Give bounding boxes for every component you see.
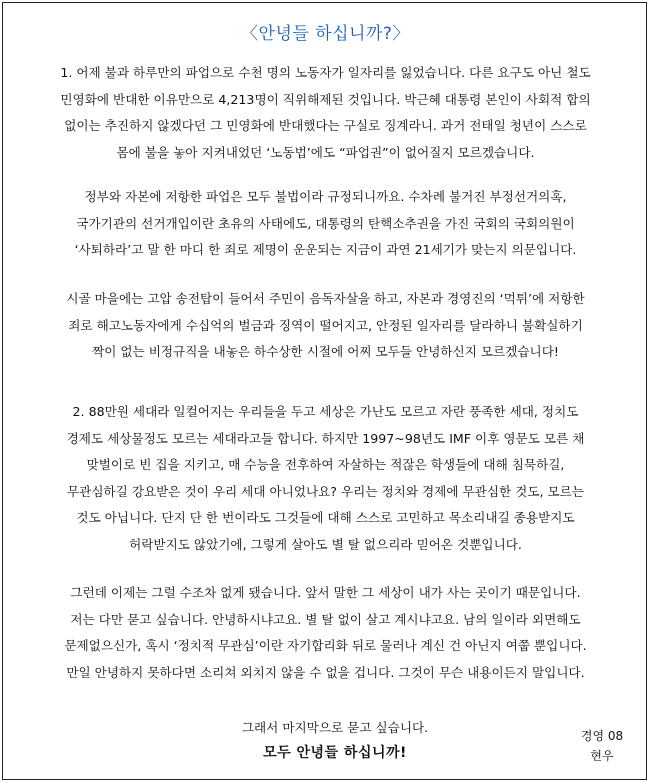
poster-title: 〈안녕들 하십니까?〉 xyxy=(241,24,410,44)
paragraph-line: 문제없으신가, 혹시 ‘정치적 무관심’이란 자기합리화 뒤로 물러나 계신 건 아닌지 여쭙 뿐입니다. xyxy=(64,638,587,653)
paragraph-2 xyxy=(14,184,637,264)
paragraph-line: 그런데 이제는 그럴 수조차 없게 됐습니다. 앞서 말한 그 세상이 내가 사는 곳이기 때문입니다. xyxy=(70,585,581,600)
paragraph-line: ‘사퇴하라’고 말 한 마디 한 죄로 제명이 운운되는 지금이 과연 21세기가 맞는지 의문입니다. xyxy=(74,242,577,257)
paragraph-line: 2. 88만원 세대라 일컬어지는 우리들을 두고 세상은 가난도 모르고 자란 풍족한 세대, 정치도 xyxy=(72,404,579,419)
paragraph-line: 몸에 불을 놓아 지켜내었던 ‘노동법’에도 “파업권”이 없어질지 모르겠습니다. xyxy=(116,144,535,160)
signature-dept: 경영 08 xyxy=(580,729,624,743)
paragraph-line: 없이는 추진하지 않겠다던 그 민영화에 반대했다는 구실로 징계라니. 과거 전태일 청년이 스스로 xyxy=(64,118,587,133)
paragraph-line: 맞벌이로 빈 집을 지키고, 매 수능을 전후하여 자살하는 적잖은 학생들에 대해 침묵하길, xyxy=(86,457,565,472)
paragraph-line: 무관심하길 강요받은 것이 우리 세대 아니었나요? 우리는 정치와 경제에 무관심한 것도, 모르는 xyxy=(66,483,584,499)
paragraph-line: 짝이 없는 비정규직을 내놓은 하수상한 시절에 어찌 모두들 안녕하신지 모르겠습니다! xyxy=(92,344,559,359)
paragraph-line: 정부와 자본에 저항한 파업은 모두 불법이라 규정되니까요. 수차례 불거진 부정선거의혹, xyxy=(84,189,567,204)
paragraph-line: 만일 안녕하지 못하다면 소리쳐 외치지 않을 수 없을 겁니다. 그것이 무슨 내용이든지 말입니다. xyxy=(66,664,585,680)
signature xyxy=(566,726,638,766)
paragraph-line: 1. 어제 불과 하루만의 파업으로 수천 명의 노동자가 일자리를 잃었습니다. 다른 요구도 아닌 철도 xyxy=(60,65,591,80)
paragraph-line: 시골 마을에는 고압 송전탑이 들어서 주민이 음독자살을 하고, 자본과 경영진의 ‘먹튀’에 저항한 xyxy=(66,291,585,306)
paragraph-line: 경제도 세상물정도 모르는 세대라고들 합니다. 하지만 1997~98년도 IMF 이후 영문도 모른 채 xyxy=(66,430,585,446)
paragraph-line: 허락받지도 않았기에, 그렇게 살아도 별 탈 없으리라 믿어온 것뿐입니다. xyxy=(129,536,522,552)
paragraph-line: 국가기관의 선거개입이란 초유의 사태에도, 대통령의 탄핵소추권을 가진 국회의 국회의원이 xyxy=(76,215,575,231)
paragraph-line: 저는 다만 묻고 싶습니다. 안녕하시냐고요. 별 탈 없이 살고 계시냐고요. 남의 일이라 외면해도 xyxy=(70,611,581,627)
signature-name: 현우 xyxy=(590,749,614,763)
paragraph-line: 민영화에 반대한 이유만으로 4,213명이 직위해제된 것입니다. 박근혜 대통령 본인이 사회적 합의 xyxy=(60,91,591,107)
paragraph-line: 것도 아닙니다. 단지 단 한 번이라도 그것들에 대해 스스로 고민하고 목소리내길 종용받지도 xyxy=(76,510,575,525)
paragraph-4 xyxy=(14,399,637,558)
paragraph-line: 죄로 해고노동자에게 수십억의 벌금과 징역이 떨어지고, 안정된 일자리를 달라하니 불확실하기 xyxy=(68,317,583,333)
closing-greeting: 모두 안녕들 하십니까! xyxy=(263,745,407,761)
closing-question: 그래서 마지막으로 묻고 싶습니다. xyxy=(241,720,429,735)
paragraph-5 xyxy=(14,580,637,686)
paragraph-3 xyxy=(14,286,637,366)
closing-block xyxy=(190,716,480,766)
paragraph-1 xyxy=(14,60,637,166)
